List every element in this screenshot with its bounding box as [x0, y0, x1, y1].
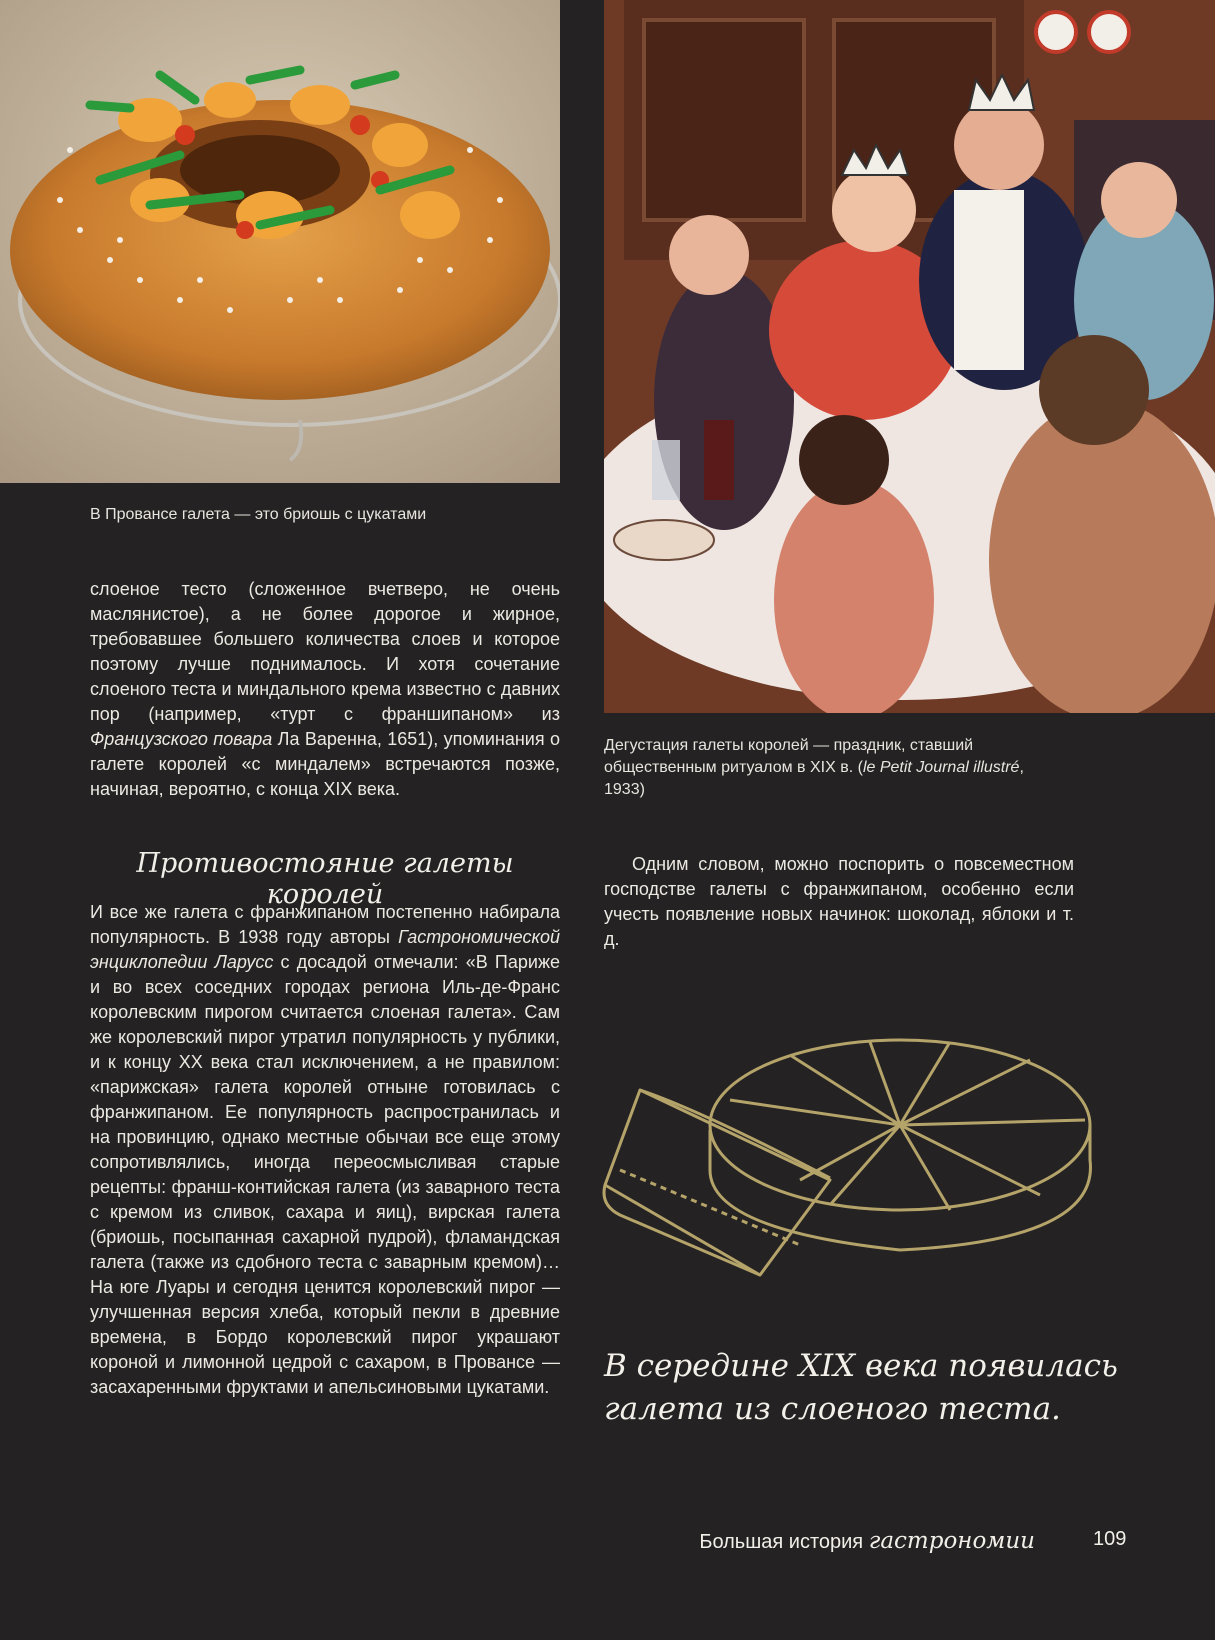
footer-book-title-regular: Большая история — [699, 1531, 869, 1553]
pull-quote: В середине XIX века появилась галета из слоеного теста. — [604, 1348, 1118, 1427]
caption-journal-title: le Petit Journal illustré — [862, 759, 1020, 776]
paragraph-text: Одним словом, можно поспорить о повсеместном господстве галеты с франжипаном, особенно если учесть появление новых начинок: шоколад, яблоки и т. д. — [604, 854, 1074, 949]
brioche-galette-photo — [0, 0, 560, 483]
footer-book-title — [699, 1528, 1035, 1554]
paragraph-text: И все же галета с франжипаном постепенно набирала популярность. В 1938 году авторы — [90, 902, 560, 947]
article-paragraph-3 — [604, 852, 1074, 952]
paragraph-text: Ла Варенна, 1651), упоминания о галете королей «с миндалем» встречаются позже, начиная, вероятно, с конца XIX века. — [90, 729, 560, 799]
caption-text: В Провансе галета — это бриошь с цукатами — [90, 506, 427, 523]
photo-caption-illustration — [604, 735, 1024, 801]
caption-date: , 1933) — [604, 759, 1024, 798]
footer-book-title-italic: гастрономии — [868, 1528, 1035, 1554]
galette-sketch-illustration — [600, 1030, 1120, 1300]
paragraph-text: с досадой отмечали: «В Париже и во всех соседних городах региона Иль-де-Франс королевским пирогом считается слоеная галета». Сам же королевский пирог утратил популярность у публики, и к концу XX века стал исключением, а не правилом: «парижская» галета королей отныне готовилась с франжипаном. Ее популярность распространилась и на провинцию, однако местные обычаи все еще этому сопротивлялись, иногда переосмысливая старые рецепты: франш-контийская галета (из заварного теста с кремом из сливок, сахара и яиц), вирская галета (бриошь, посыпанная сахарной пудрой), фламандская галета (также из сдобного теста с заварным кремом)… На юге Луары и сегодня ценится королевский пирог — улучшенная версия хлеба, который пекли в древние времена, в Бордо королевский пирог украшают короной и лимонной цедрой с сахаром, в Провансе — засахаренными фруктами и апельсиновыми цукатами. — [90, 952, 560, 1397]
article-paragraph-2 — [90, 900, 560, 1400]
article-paragraph-1 — [90, 577, 560, 802]
section-heading: Противостояние галеты королей — [136, 848, 514, 910]
page-number: 109 — [1093, 1528, 1127, 1550]
paragraph-text: слоеное тесто (сложенное вчетверо, не очень маслянистое), а не более дорогое и жирное, требовавшее большего количества слоев и которое поэтому лучше поднималось. И хотя сочетание слоеного теста и миндального крема известно с давних пор (например, «турт с франшипаном» из — [90, 579, 560, 724]
galette-party-illustration — [604, 0, 1215, 713]
caption-text: Дегустация галеты королей — праздник, ставший общественным ритуалом в XIX в. ( — [604, 737, 974, 776]
book-title: Французского повара — [90, 729, 273, 749]
book-title: Гастрономической энциклопедии Ларусс — [90, 927, 560, 972]
photo-caption-brioche — [90, 504, 550, 526]
